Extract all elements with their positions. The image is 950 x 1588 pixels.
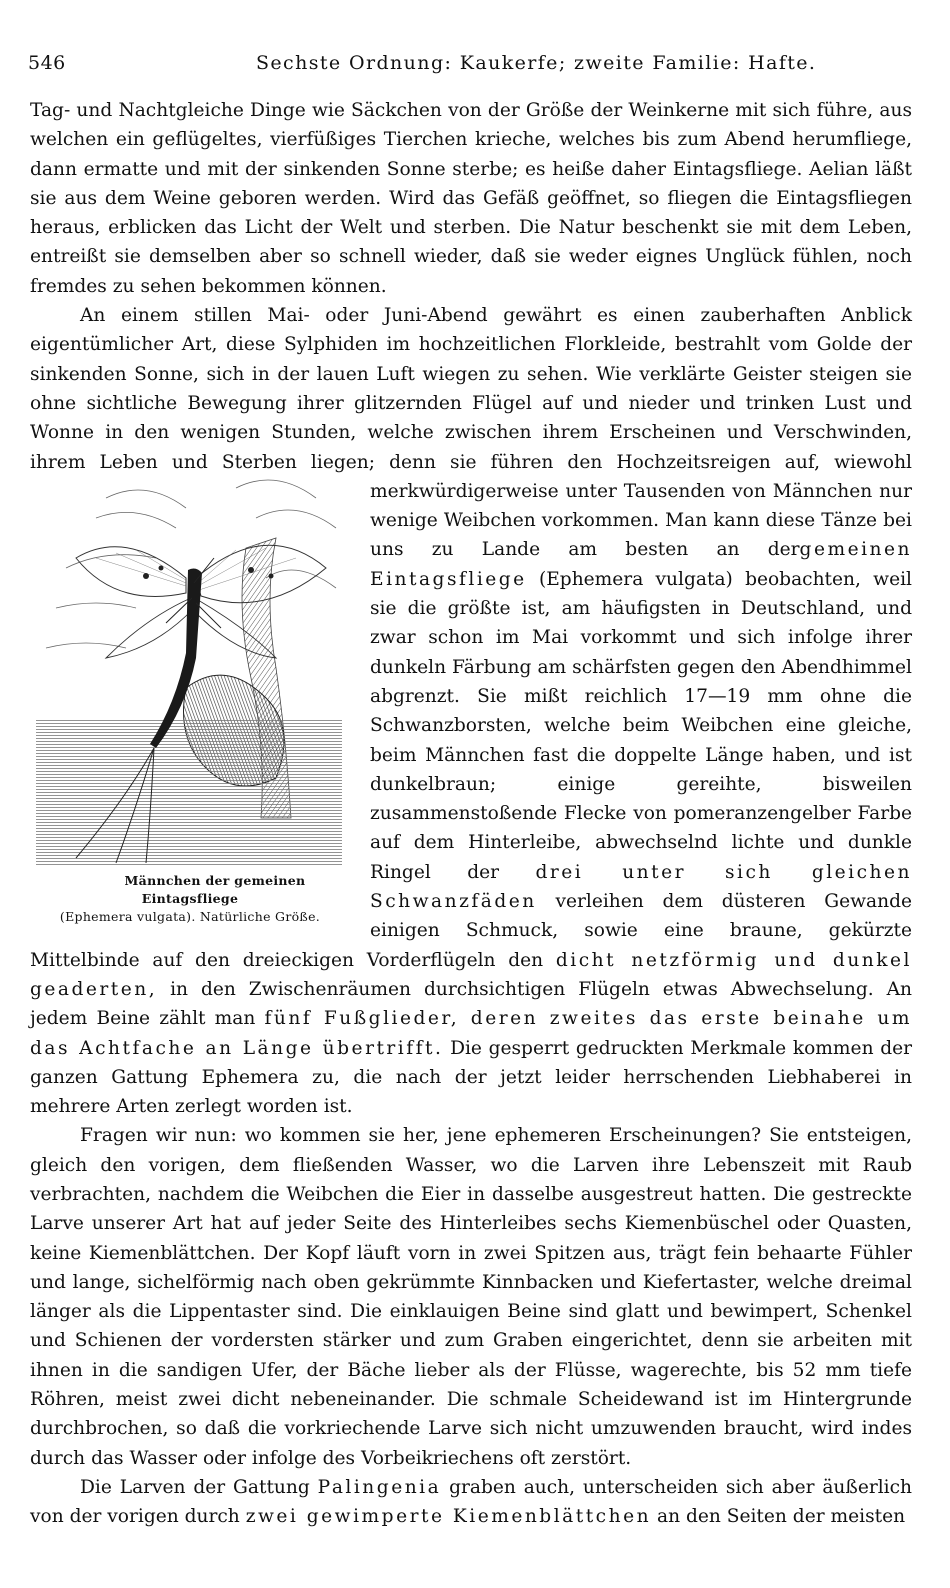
paragraph-3: [30, 1121, 912, 1473]
caption-line-1: Männchen der gemeinen Eintagsfliege: [124, 872, 306, 906]
p1-text: Tag- und Nachtgleiche Dinge wie Säckchen von der Größe der Weinkerne mit sich führe, aus welchen ein geflügeltes, vierfüßiges Tierchen krieche, welches bis zum Abend herumfliege, dann ermatte und mit der sinkenden Sonne sterbe; es heiße daher Eintagsfliege. Aelian läßt sie aus dem Weine geboren werden. Wird das Gefäß geöffnet, so fliegen die Eintagsfliegen heraus, erblicken das Licht der Welt und sterben. Die Natur beschenkt sie mit dem Leben, entreißt sie demselben aber so schnell wieder, daß sie weder eignes Unglück fühlen, noch fremdes zu sehen bekommen können.: [30, 100, 912, 297]
p4-text-c: an den Seiten der meisten: [656, 1506, 906, 1528]
genus-name-spaced: Palingenia: [317, 1476, 442, 1498]
wing-venation-spaced: dicht netzförmig und dunkel geaderten,: [30, 949, 912, 1000]
body-text: [30, 96, 912, 1532]
latin-name: (Ephemera vulgata): [538, 568, 733, 590]
foot-segments-spaced: fünf Fußglieder, deren zweites das erste beinahe um das Achtfache an Länge übertrifft.: [30, 1008, 912, 1059]
page-header: [28, 52, 908, 78]
paragraph-1: [30, 96, 912, 301]
p4-text-b: graben auch, unterscheiden sich aber äußerlich von der vorigen durch: [30, 1476, 912, 1528]
p2-text-a: An einem stillen Mai- oder Juni-Abend gewährt es einen zauberhaften Anblick eigentümlicher Art, diese Sylphiden im hochzeitlichen Florkleide, bestrahlt vom Golde der sinkenden Sonne, sich in der lauen Luft wiegen zu sehen. Wie verklärte Geister steigen sie ohne sichtliche Bewegung ihrer glitzernden Flügel auf und nieder und trinken Lust und Wonne in den wenigen Stunden, welche zwischen ihrem Erscheinen und Verschwinden, ihrem Leben und: [30, 305, 912, 473]
mayfly-figure: [32, 448, 348, 924]
gill-plates-spaced: zwei gewimperte Kiemenblättchen: [245, 1506, 652, 1528]
caption-line-2: (Ephemera vulgata). Natürliche Größe.: [59, 908, 321, 924]
running-title: Sechste Ordnung: Kaukerfe; zweite Familie: Hafte.: [256, 52, 817, 74]
p2-text-e: in den Zwischenräumen durchsichtigen Flügeln etwas Abwechselung. An jedem Beine zählt man: [30, 978, 912, 1030]
paragraph-2: [30, 301, 912, 1121]
p3-text: Fragen wir nun: wo kommen sie her, jene ephemeren Erscheinungen? Sie entsteigen, gleich den vorigen, dem fließenden Wasser, wo die Larven ihre Lebenszeit mit Raub verbrachten, nachdem die Weibchen die Eier in dasselbe ausgestreut hatten. Die gestreckte Larve unserer Art hat auf jeder Seite des Hinterleibes sechs Kiemenbüschel oder Quasten, keine Kiemenblättchen. Der Kopf läuft vorn in zwei Spitzen aus, trägt fein behaarte Fühler und lange, sichelförmig nach oben gekrümmte Kinnbacken und Kiefertaster, welche dreimal länger als die Lippentaster sind. Die einklauigen Beine sind glatt und bewimpert, Schenkel und Schienen der vordersten stärker und zum Graben eingerichtet, denn sie arbeiten mit ihnen in die sandigen Ufer, der Bäche lieber als der Flüsse, wagerechte, bis 52 mm tiefe Röhren, meist zwei dicht nebeneinander. Die schmale Scheidewand ist im Hintergrunde durchbrochen, so daß die vorkriechende Larve sich nicht umzuwenden braucht, wird indes durch das Wasser oder infolge des Vorbeikriechens oft zerstört.: [30, 1125, 912, 1469]
tail-filaments-spaced: drei unter sich gleichen Schwanzfäden: [370, 861, 912, 913]
species-name-spaced: gemeinen Eintagsfliege: [370, 539, 912, 590]
mayfly-icon: [36, 458, 342, 866]
p4-text-a: Die Larven der Gattung: [80, 1476, 310, 1498]
paragraph-4: [30, 1473, 912, 1532]
p2-text-c: beobachten, weil sie die größte ist, am häufigsten in Deutschland, und zwar schon im Mai vorkommt und sich infolge ihrer dunkeln Färbung am schärfsten gegen den Abendhimmel abgrenzt. Sie mißt reichlich 17—19 mm ohne die Schwanzborsten, welche beim Weibchen eine gleiche, beim Männchen fast die doppelte Länge haben, und ist dunkelbraun; einige gereihte, bisweilen zusammenstoßende Flecke von pomeranzengelber Farbe auf dem Hinterleibe, abwechselnd lichte und dunkle Ringel der: [370, 568, 912, 883]
p2-text-d: verleihen dem düsteren Gewande einigen Schmuck, sowie eine braune, gekürzte Mittelbinde auf den dreieckigen Vorderflügeln den: [30, 891, 912, 971]
p2-text-b: Sterben liegen; denn sie führen den Hochzeitsreigen auf, wiewohl merkwürdigerweise unter Tausenden von Männchen nur wenige Weibchen vorkommen. Man kann diese Tänze bei uns zu Lande am besten an der: [221, 451, 912, 561]
page-number: 546: [28, 52, 66, 74]
figure-caption: [32, 872, 348, 926]
p2-text-f: Die gesperrt gedruckten Merkmale kommen der ganzen Gattung Ephemera zu, die nach der jetzt leider herrschenden Liebhaberei in mehrere Arten zerlegt worden ist.: [30, 1037, 912, 1118]
